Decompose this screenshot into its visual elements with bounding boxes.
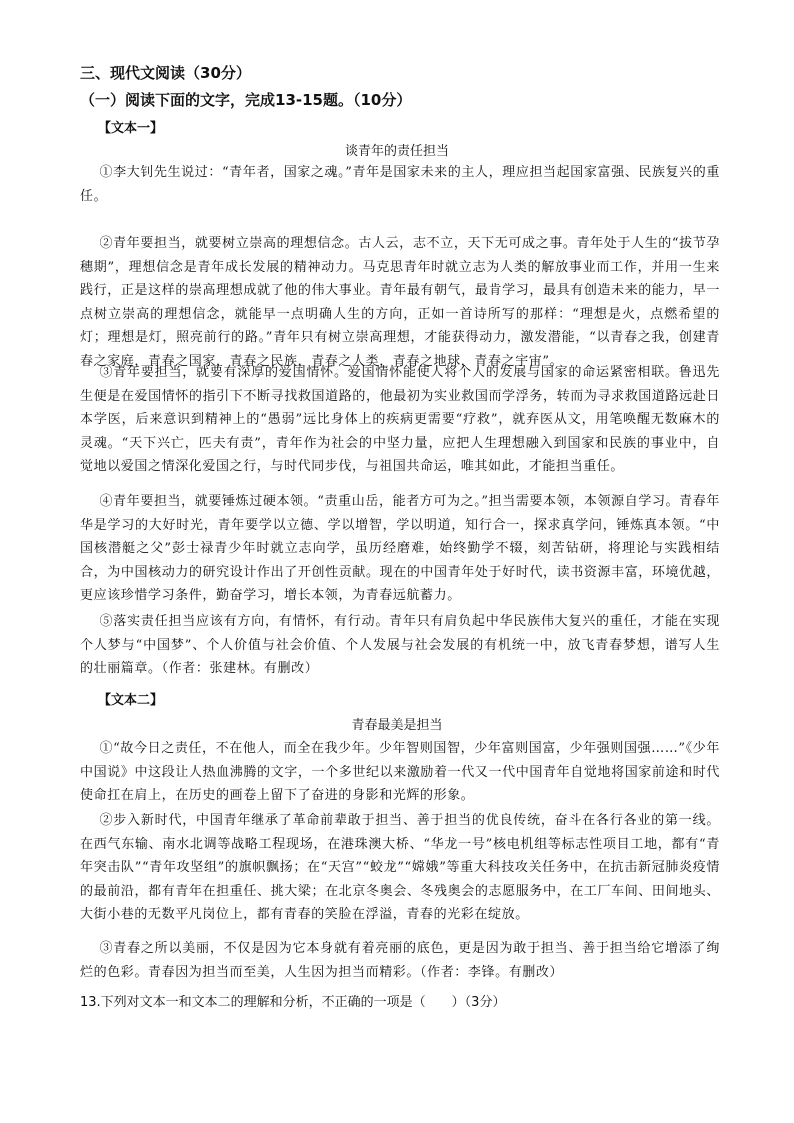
question-13: 13.下列对文本一和文本二的理解和分析，不正确的一项是（ ）（3分） — [80, 995, 506, 1010]
text1-paragraph: ①李大钊先生说过：“青年者，国家之魂。”青年是国家未来的主人，理应担当起国家富强、民族复兴的重任。 — [80, 165, 720, 204]
text1-paragraph: ⑤落实责任担当应该有方向，有情怀，有行动。青年只有肩负起中华民族伟大复兴的重任，才能在实现个人梦与“中国梦”、个人价值与社会价值、个人发展与社会发展的有机统一中，放飞青春梦想，谱写人生的壮丽篇章。（作者：张建林。有删改） — [80, 614, 720, 677]
text1-paragraph: ④青年要担当，就要锤炼过硬本领。“责重山岳，能者方可为之。”担当需要本领，本领源自学习。青春年华是学习的大好时光，青年要学以立德、学以增智，学以明道，知行合一，探求真学问，锤炼真本领。“中国核潜艇之父”彭士禄青少年时就立志向学，虽历经磨难，始终勤学不辍，刻苦钻研，将理论与实践相结合，为中国核动力的研究设计作出了开创性贡献。现在的中国青年处于好时代，读书资源丰富，环境优越，更应该珍惜学习条件，勤奋学习，增长本领，为青春远航蓄力。 — [80, 494, 720, 604]
text1-paragraph: ③青年要担当，就要有深厚的爱国情怀。爱国情怀能使人将个人的发展与国家的命运紧密相联。鲁迅先生便是在爱国情怀的指引下不断寻找救国道路的，他最初为实业救国而学浮务，转而为寻求救国道路远赴日本学医，后来意识到精神上的“愚弱”远比身体上的疾病更需要“疗救”，就弃医从文，用笔唤醒无数麻木的灵魂。“天下兴亡，匹夫有责”，青年作为社会的中坚力量，应把人生理想融入到国家和民族的事业中，自觉地以爱国之情深化爱国之行，与时代同步伐，与祖国共命运，唯其如此，才能担当重任。 — [80, 365, 720, 475]
text1-title: 谈青年的责任担当 — [344, 144, 449, 159]
sub-heading: （一）阅读下面的文字，完成13-15题。（10分） — [80, 91, 412, 109]
text2-tag: 【文本二】 — [98, 693, 164, 708]
section-heading: 三、现代文阅读（30分） — [80, 64, 251, 82]
text1-paragraph: ②青年要担当，就要树立崇高的理想信念。古人云，志不立，天下无可成之事。青年处于人生的“拔节孕穗期”，理想信念是青年成长发展的精神动力。马克思青年时就立志为人类的解放事业而工作，并用一生来践行，正是这样的崇高理想成就了他的伟大事业。青年最有朝气，最肯学习，最具有创造未来的能力，早一点树立崇高的理想信念，就能早一点明确人生的方向，正如一首诗所写的那样：“理想是火，点燃希望的灯；理想是灯，照亮前行的路。”青年只有树立崇高理想，才能获得动力，激发潜能，“以青春之我，创建青春之家庭，青春之国家，青春之民族，青春之人类，青春之地球，青春之宇宙”。 — [80, 236, 720, 369]
text2-paragraph: ②步入新时代，中国青年继承了革命前辈敢于担当、善于担当的优良传统，奋斗在各行各业的第一线。在西气东输、南水北调等战略工程现场，在港珠澳大桥、“华龙一号”核电机组等标志性项目工地，都有“青年突击队”“青年攻坚组”的旗帜飘扬；在“天宫”“蛟龙”“嫦娥”等重大科技攻关任务中，在抗击新冠肺炎疫情的最前沿，都有青年在担重任、挑大梁；在北京冬奥会、冬残奥会的志愿服务中，在工厂车间、田间地头、大街小巷的无数平凡岗位上，都有青春的笑脸在浮溢，青春的光彩在绽放。 — [80, 813, 720, 923]
text2-paragraph: ①“故今日之责任，不在他人，而全在我少年。少年智则国智，少年富则国富，少年强则国强……”《少年中国说》中这段让人热血沸腾的文字，一个多世纪以来激励着一代又一代中国青年自觉地将国家前途和时代使命扛在肩上，在历史的画卷上留下了奋进的身影和光辉的形象。 — [80, 741, 720, 804]
text2-title: 青春最美是担当 — [351, 718, 443, 733]
text1-tag: 【文本一】 — [98, 121, 164, 136]
text2-paragraph: ③青春之所以美丽，不仅是因为它本身就有着亮丽的底色，更是因为敢于担当、善于担当给它增添了绚烂的色彩。青春因为担当而至美，人生因为担当而精彩。（作者：李锋。有删改） — [80, 941, 720, 980]
